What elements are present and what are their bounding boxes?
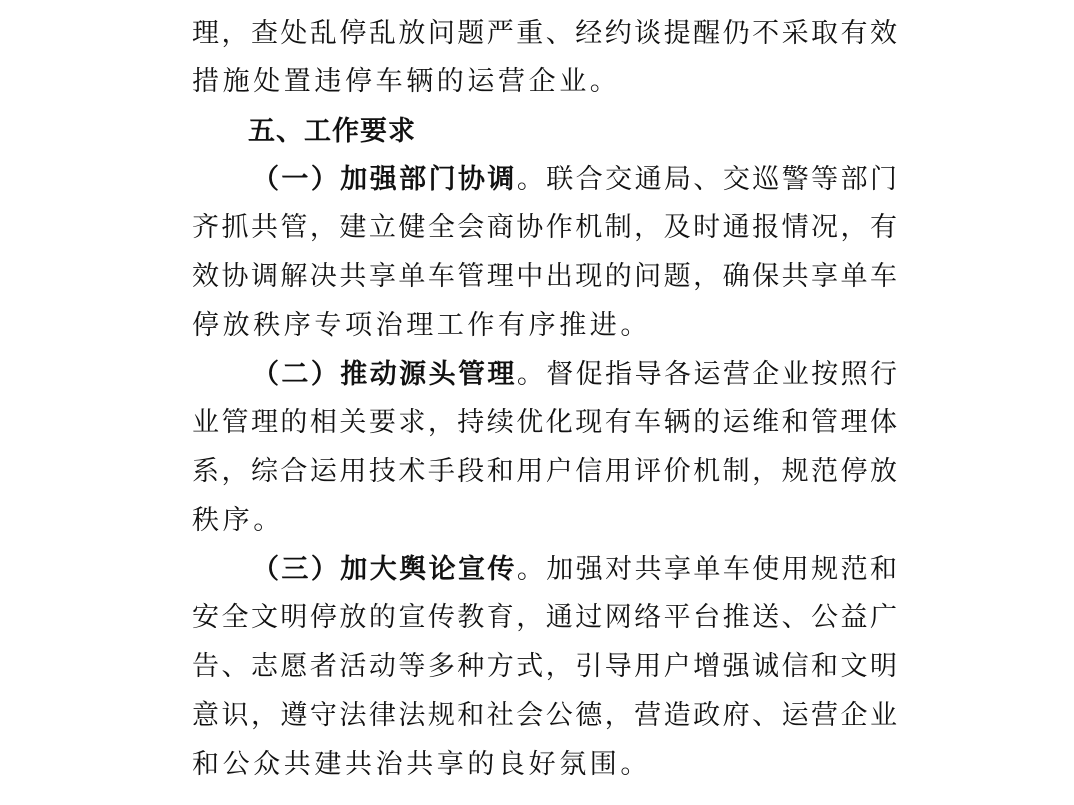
item-title: （二）推动源头管理	[252, 359, 517, 390]
paragraph-line: 业管理的相关要求，持续优化现有车辆的运维和管理体	[192, 407, 897, 438]
paragraph-line: 告、志愿者活动等多种方式，引导用户增强诚信和文明	[192, 651, 897, 682]
item-first-line	[252, 548, 897, 592]
paragraph-line: 意识，遵守法律法规和社会公德，营造政府、运营企业	[192, 700, 897, 731]
paragraph-line: 理，查处乱停乱放问题严重、经约谈提醒仍不采取有效	[192, 18, 897, 49]
item-first-line	[252, 158, 897, 202]
paragraph-line: 系，综合运用技术手段和用户信用评价机制，规范停放	[192, 456, 897, 487]
paragraph-line: 安全文明停放的宣传教育，通过网络平台推送、公益广	[192, 602, 897, 633]
item-title: （三）加大舆论宣传	[252, 554, 517, 585]
paragraph-line: 措施处置违停车辆的运营企业。	[192, 66, 621, 97]
item-first-line	[252, 353, 897, 397]
item-title: （一）加强部门协调	[252, 164, 517, 195]
item-text: 。加强对共享单车使用规范和	[516, 554, 898, 585]
section-heading: 五、工作要求	[248, 116, 416, 147]
item-text: 。联合交通局、交巡警等部门	[516, 164, 898, 195]
paragraph-line: 停放秩序专项治理工作有序推进。	[192, 310, 651, 341]
paragraph-line: 齐抓共管，建立健全会商协作机制，及时通报情况，有	[192, 212, 897, 243]
paragraph-line: 秩序。	[192, 505, 284, 536]
item-text: 。督促指导各运营企业按照行	[516, 359, 898, 390]
paragraph-line: 效协调解决共享单车管理中出现的问题，确保共享单车	[192, 261, 897, 292]
paragraph-line: 和公众共建共治共享的良好氛围。	[192, 749, 651, 780]
